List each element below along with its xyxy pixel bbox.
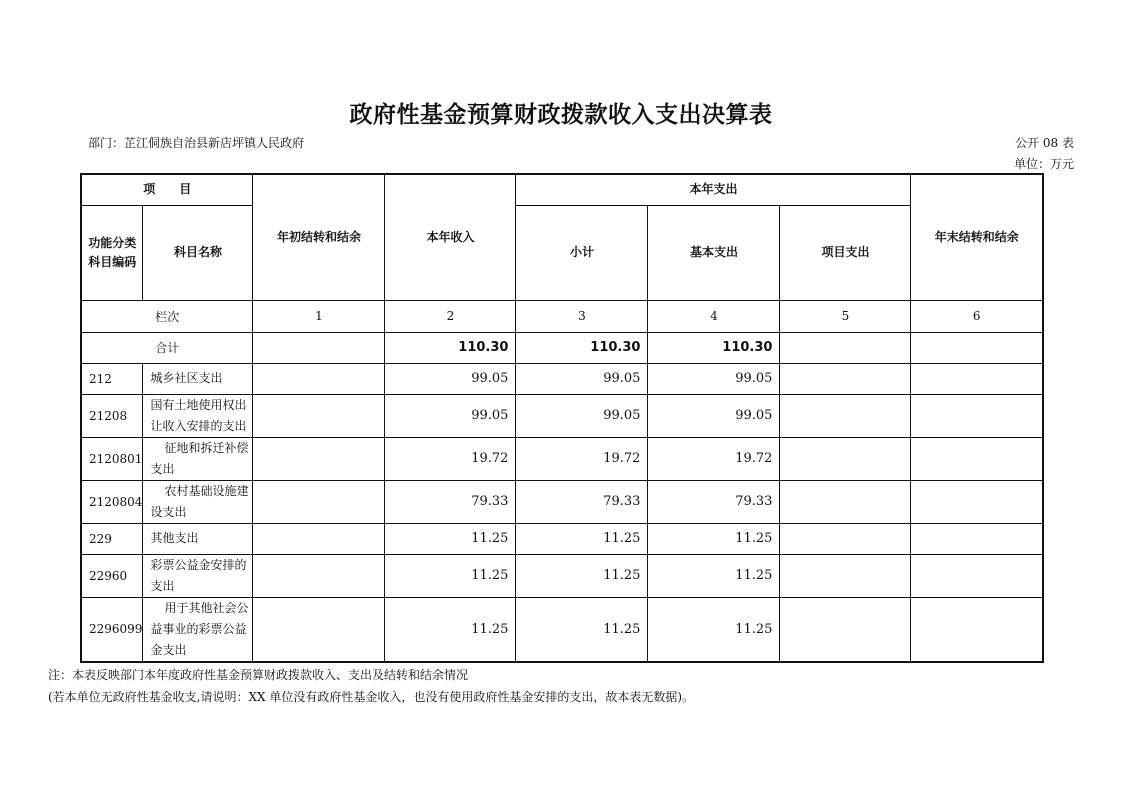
header-income: 本年收入 (385, 174, 516, 300)
row-code: 2120804 (81, 480, 143, 523)
row-end (911, 597, 1043, 662)
footnote-1: 注：本表反映部门本年度政府性基金预算财政拨款收入、支出及结转和结余情况 (48, 668, 469, 682)
row-name: 农村基础设施建设支出 (143, 480, 253, 523)
column-number: 3 (516, 300, 648, 332)
row-project (780, 523, 911, 554)
header-subject-name: 科目名称 (143, 205, 253, 300)
row-begin (253, 437, 385, 480)
row-name: 用于其他社会公益事业的彩票公益金支出 (143, 597, 253, 662)
row-begin (253, 597, 385, 662)
row-income: 79.33 (385, 480, 516, 523)
row-subtotal: 99.05 (516, 394, 648, 437)
row-number-label: 栏次 (81, 300, 253, 332)
row-end (911, 480, 1043, 523)
column-number: 1 (253, 300, 385, 332)
row-end (911, 437, 1043, 480)
total-basic: 110.30 (648, 332, 780, 363)
row-subtotal: 79.33 (516, 480, 648, 523)
row-name: 其他支出 (143, 523, 253, 554)
header-expenditure: 本年支出 (516, 174, 911, 205)
table-number: 公开 08 表 (1015, 136, 1074, 150)
row-income: 11.25 (385, 523, 516, 554)
row-begin (253, 394, 385, 437)
total-income: 110.30 (385, 332, 516, 363)
footnote-2: (若本单位无政府性基金收支,请说明：XX 单位没有政府性基金收入，也没有使用政府性基金安排的支出，故本表无数据)。 (48, 690, 695, 704)
row-begin (253, 554, 385, 597)
column-number: 5 (780, 300, 911, 332)
department-label: 部门：芷江侗族自治县新店坪镇人民政府 (88, 136, 305, 150)
row-project (780, 480, 911, 523)
row-subtotal: 11.25 (516, 523, 648, 554)
row-name: 征地和拆迁补偿支出 (143, 437, 253, 480)
row-code: 2296099 (81, 597, 143, 662)
row-project (780, 554, 911, 597)
total-label: 合计 (81, 332, 253, 363)
row-subtotal: 99.05 (516, 363, 648, 394)
row-begin (253, 523, 385, 554)
column-number: 4 (648, 300, 780, 332)
header-end-balance: 年末结转和结余 (911, 174, 1043, 300)
table-row (81, 437, 1043, 480)
page-title: 政府性基金预算财政拨款收入支出决算表 (349, 102, 773, 128)
column-number: 2 (385, 300, 516, 332)
row-name: 国有土地使用权出让收入安排的支出 (143, 394, 253, 437)
row-end (911, 523, 1043, 554)
row-basic: 79.33 (648, 480, 780, 523)
row-code: 229 (81, 523, 143, 554)
column-number: 6 (911, 300, 1043, 332)
table-row (81, 394, 1043, 437)
row-name: 城乡社区支出 (143, 363, 253, 394)
total-subtotal: 110.30 (516, 332, 648, 363)
budget-table (80, 173, 1044, 663)
total-begin (253, 332, 385, 363)
row-subtotal: 19.72 (516, 437, 648, 480)
row-subtotal: 11.25 (516, 554, 648, 597)
row-project (780, 437, 911, 480)
header-basic: 基本支出 (648, 205, 780, 300)
row-begin (253, 363, 385, 394)
row-begin (253, 480, 385, 523)
row-basic: 11.25 (648, 597, 780, 662)
total-end (911, 332, 1043, 363)
row-project (780, 363, 911, 394)
header-func-code: 功能分类科目编码 (81, 205, 143, 300)
table-row (81, 554, 1043, 597)
header-subtotal: 小计 (516, 205, 648, 300)
row-income: 99.05 (385, 394, 516, 437)
row-basic: 19.72 (648, 437, 780, 480)
row-code: 22960 (81, 554, 143, 597)
row-basic: 99.05 (648, 363, 780, 394)
header-item: 项 目 (81, 174, 253, 205)
table-row (81, 480, 1043, 523)
header-project: 项目支出 (780, 205, 911, 300)
row-income: 99.05 (385, 363, 516, 394)
row-basic: 11.25 (648, 554, 780, 597)
row-income: 11.25 (385, 554, 516, 597)
row-project (780, 597, 911, 662)
row-name: 彩票公益金安排的支出 (143, 554, 253, 597)
row-income: 11.25 (385, 597, 516, 662)
row-code: 21208 (81, 394, 143, 437)
total-project (780, 332, 911, 363)
row-basic: 99.05 (648, 394, 780, 437)
table-row (81, 597, 1043, 662)
row-subtotal: 11.25 (516, 597, 648, 662)
header-begin-balance: 年初结转和结余 (253, 174, 385, 300)
row-income: 19.72 (385, 437, 516, 480)
unit-label: 单位：万元 (1013, 157, 1074, 171)
table-row (81, 523, 1043, 554)
row-project (780, 394, 911, 437)
total-row (81, 332, 1043, 363)
row-code: 212 (81, 363, 143, 394)
row-basic: 11.25 (648, 523, 780, 554)
row-end (911, 394, 1043, 437)
row-end (911, 363, 1043, 394)
table-row (81, 363, 1043, 394)
row-end (911, 554, 1043, 597)
row-code: 2120801 (81, 437, 143, 480)
